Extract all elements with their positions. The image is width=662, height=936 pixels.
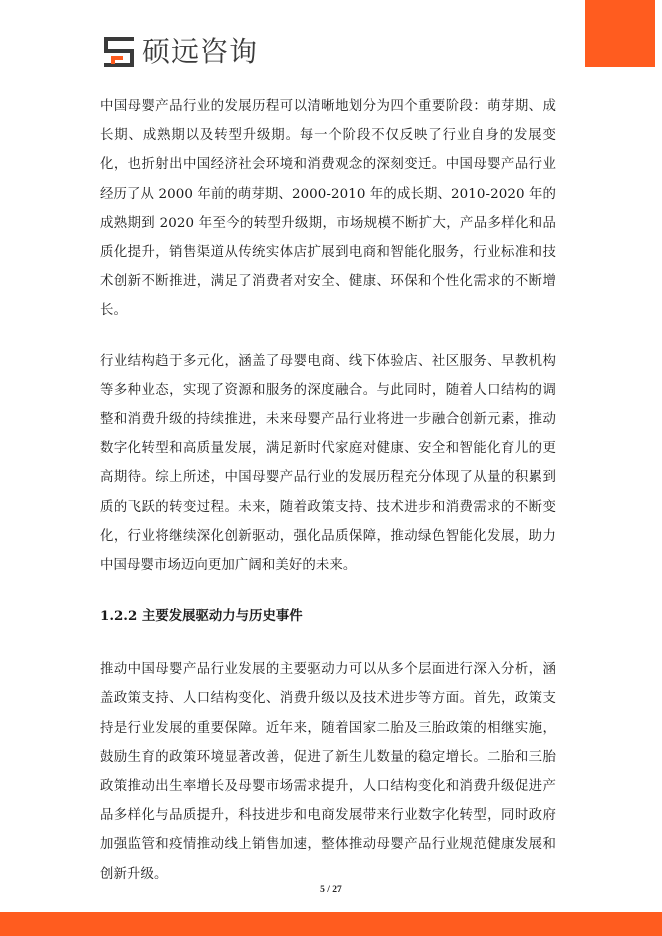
paragraph-driving-forces: 推动中国母婴产品行业发展的主要驱动力可以从多个层面进行深入分析，涵盖政策支持、人口结构变化、消费升级以及技术进步等方面。首先，政策支持是行业发展的重要保障。近年来，随着国家二胎及三胎政策的相继实施，鼓励生育的政策环境显著改善，促进了新生儿数量的稳定增长。二胎和三胎政策推动出生率增长及母婴市场需求提升，人口结构变化和消费升级促进产品多样化与品质提升，科技进步和电商发展带来行业数字化转型，同时政府加强监管和疫情推动线上销售加速，整体推动母婴产品行业规范健康发展和创新升级。 (100, 662, 556, 882)
brand-logo-icon (104, 37, 134, 67)
document-body (100, 92, 556, 889)
paragraph-development-stages: 中国母婴产品行业的发展历程可以清晰地划分为四个重要阶段：萌芽期、成长期、成熟期以及转型升级期。每一个阶段不仅反映了行业自身的发展变化，也折射出中国经济社会环境和消费观念的深刻变迁。中国母婴产品行业经历了从 2000 年前的萌芽期、2000-2010 年的成长期、2010-2020 年的成熟期到 2020 年至今的转型升级期，市场规模不断扩大，产品多样化和品质化提升，销售渠道从传统实体店扩展到电商和智能化服务，行业标准和技术创新不断推进，满足了消费者对安全、健康、环保和个性化需求的不断增长。 (100, 99, 556, 319)
brand-logo (104, 34, 258, 70)
page-number: 5 / 27 (320, 885, 342, 895)
brand-name: 硕远咨询 (142, 35, 259, 68)
corner-accent-block (585, 0, 655, 67)
section-heading: 1.2.2 主要发展驱动力与历史事件 (100, 608, 303, 625)
footer-accent-bar (0, 912, 662, 936)
paragraph-industry-structure: 行业结构趋于多元化，涵盖了母婴电商、线下体验店、社区服务、早教机构等多种业态，实现了资源和服务的深度融合。与此同时，随着人口结构的调整和消费升级的持续推进，未来母婴产品行业将进一步融合创新元素，推动数字化转型和高质量发展，满足新时代家庭对健康、安全和智能化育儿的更高期待。综上所述，中国母婴产品行业的发展历程充分体现了从量的积累到质的飞跃的转变过程。未来，随着政策支持、技术进步和消费需求的不断变化，行业将继续深化创新驱动，强化品质保障，推动绿色智能化发展，助力中国母婴市场迈向更加广阔和美好的未来。 (100, 353, 556, 574)
